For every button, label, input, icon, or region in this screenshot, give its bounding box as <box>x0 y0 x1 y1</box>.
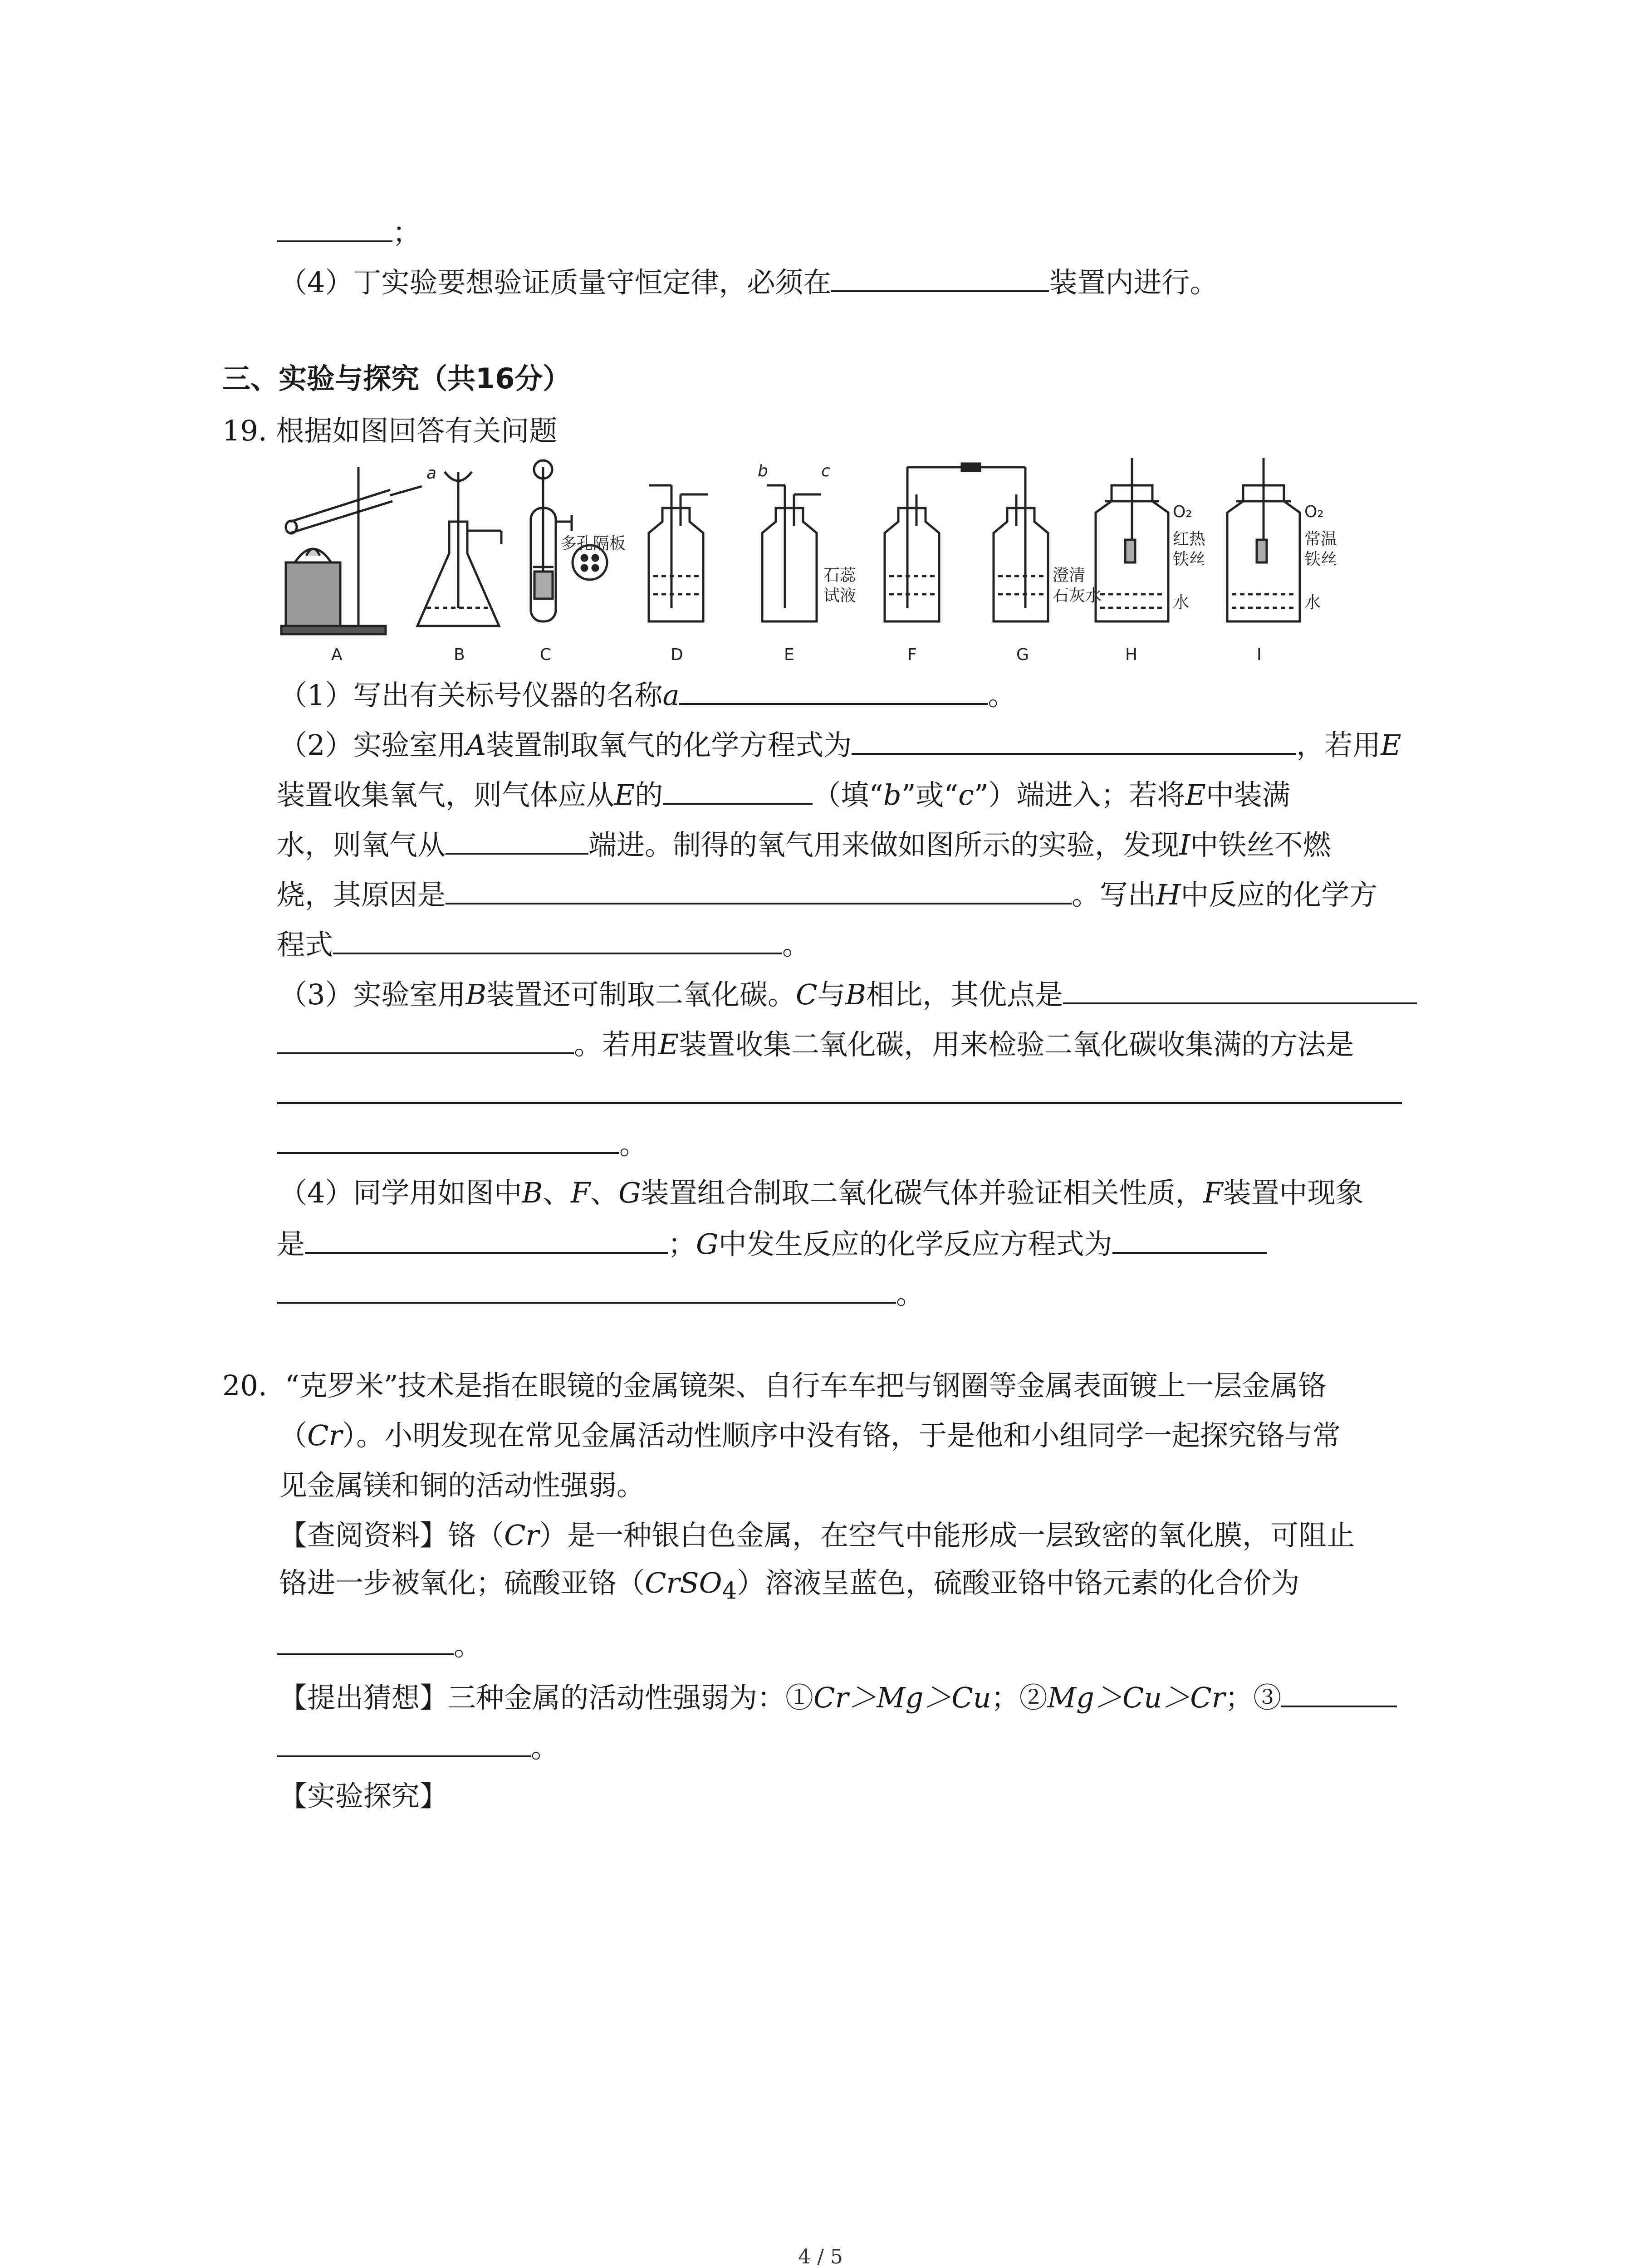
label-water-h: 水 <box>1173 593 1190 612</box>
answer-blank[interactable] <box>679 676 988 705</box>
label-hot-2: 铁丝 <box>1173 550 1206 569</box>
q19-part-2-line-4: 烧，其原因是 。写出H中反应的化学方 <box>277 875 1377 913</box>
label-water-i: 水 <box>1304 593 1321 612</box>
label-o2-i: O₂ <box>1304 503 1324 521</box>
label-port-c: c <box>821 462 830 480</box>
label-hot-1: 红热 <box>1173 530 1206 548</box>
label-g: G <box>1016 645 1029 664</box>
answer-blank[interactable] <box>277 1125 619 1154</box>
answer-blank[interactable] <box>333 925 782 954</box>
answer-blank[interactable] <box>852 726 1296 755</box>
q20-line-5: 铬进一步被氧化；硫酸亚铬（CrSO$_4$）溶液呈蓝色，硫酸亚铬中铬元素的化合价为 <box>279 1566 1300 1605</box>
section-title: 三、实验与探究（共16分） <box>222 362 571 395</box>
apparatus-e-icon <box>762 485 821 621</box>
q19-part-2-line-1: （2）实验室用A装置制取氧气的化学方程式为 ，若用E <box>279 726 1401 763</box>
q18-line-1: ； <box>277 213 421 251</box>
apparatus-b-icon <box>417 472 501 626</box>
label-room-2: 铁丝 <box>1304 550 1337 569</box>
label-litmus-1: 石蕊 <box>823 566 857 585</box>
label-f: F <box>907 645 917 664</box>
label-i: I <box>1257 645 1262 664</box>
answer-blank[interactable] <box>305 1225 668 1254</box>
q20-line-2: （Cr）。小明发现在常见金属活动性顺序中没有铬，于是他和小组同学一起探究铬与常 <box>279 1419 1341 1452</box>
q19-part-3-line-2: 。若用E装置收集二氧化碳，用来检验二氧化碳收集满的方法是 <box>277 1025 1354 1063</box>
q20-line-4: 【查阅资料】铬（Cr）是一种银白色金属，在空气中能形成一层致密的氧化膜，可阻止 <box>279 1519 1355 1552</box>
q19-part-3-line-4: 。 <box>277 1125 647 1163</box>
q19-part-1: （1）写出有关标号仪器的名称a 。 <box>279 676 1016 714</box>
q20-line-7: 【提出猜想】三种金属的活动性强弱为：①Cr＞Mg＞Cu；②Mg＞Cu＞Cr；③ <box>279 1678 1397 1716</box>
answer-blank[interactable] <box>831 263 1049 292</box>
q20-line-6: 。 <box>277 1626 482 1664</box>
label-porous-plate: 多孔隔板 <box>560 534 626 553</box>
answer-blank[interactable] <box>277 1626 454 1655</box>
apparatus-f-icon <box>885 464 1025 621</box>
q19-part-3-line-3 <box>277 1075 1402 1113</box>
label-d: D <box>671 645 683 664</box>
answer-blank[interactable] <box>1063 975 1417 1004</box>
q19-stem: 19. 根据如图回答有关问题 <box>222 414 558 447</box>
label-litmus-2: 试液 <box>823 587 857 605</box>
apparatus-diagram <box>272 458 1370 667</box>
apparatus-i-icon <box>1227 458 1300 621</box>
answer-blank[interactable] <box>446 826 588 855</box>
answer-blank[interactable] <box>663 776 813 805</box>
answer-blank[interactable] <box>277 1075 1402 1104</box>
answer-blank[interactable] <box>277 1025 574 1054</box>
answer-blank[interactable] <box>277 1728 531 1757</box>
answer-blank[interactable] <box>277 213 392 242</box>
label-limewater-2: 石灰水 <box>1053 587 1102 605</box>
q19-part-3-line-1: （3）实验室用B装置还可制取二氧化碳。C与B相比，其优点是 <box>279 975 1417 1013</box>
label-o2-h: O₂ <box>1173 503 1192 521</box>
q19-part-4-line-1: （4）同学用如图中B、F、G装置组合制取二氧化碳气体并验证相关性质，F装置中现象 <box>279 1176 1364 1209</box>
label-a: A <box>331 645 343 664</box>
q20-line-1: 20. “克罗米”技术是指在眼镜的金属镜架、自行车车把与钢圈等金属表面镀上一层金属铬 <box>222 1369 1327 1402</box>
answer-blank[interactable] <box>1281 1678 1397 1707</box>
q19-part-4-line-3: 。 <box>277 1275 924 1312</box>
label-e: E <box>784 645 794 664</box>
label-b: B <box>454 645 465 664</box>
label-room-1: 常温 <box>1304 530 1337 548</box>
q20-line-3: 见金属镁和铜的活动性强弱。 <box>279 1469 645 1502</box>
page-number: 4 / 5 <box>798 2245 843 2268</box>
apparatus-h-icon <box>1096 458 1168 621</box>
answer-blank[interactable] <box>277 1275 896 1304</box>
apparatus-d-icon <box>649 485 708 621</box>
apparatus-a-icon <box>281 467 422 634</box>
q19-part-2-line-2: 装置收集氧气，则气体应从E的 （填“b”或“c”）端进入；若将E中装满 <box>277 776 1290 813</box>
label-c: C <box>540 645 552 664</box>
label-instrument-a: a <box>426 464 437 483</box>
q20-line-9: 【实验探究】 <box>279 1779 448 1813</box>
label-port-b: b <box>758 462 768 480</box>
q18-line-2: （4）丁实验要想验证质量守恒定律，必须在 装置内进行。 <box>279 263 1218 301</box>
answer-blank[interactable] <box>446 875 1072 904</box>
apparatus-g-icon <box>994 467 1048 621</box>
q19-part-2-line-3: 水，则氧气从 端进。制得的氧气用来做如图所示的实验，发现I中铁丝不燃 <box>277 826 1331 863</box>
label-h: H <box>1125 645 1138 664</box>
q20-line-8: 。 <box>277 1728 559 1766</box>
q19-part-2-line-5: 程式 。 <box>277 925 810 963</box>
q19-part-4-line-2: 是 ；G中发生反应的化学反应方程式为 <box>277 1225 1267 1262</box>
answer-blank[interactable] <box>1112 1225 1267 1254</box>
label-limewater-1: 澄清 <box>1053 566 1086 585</box>
